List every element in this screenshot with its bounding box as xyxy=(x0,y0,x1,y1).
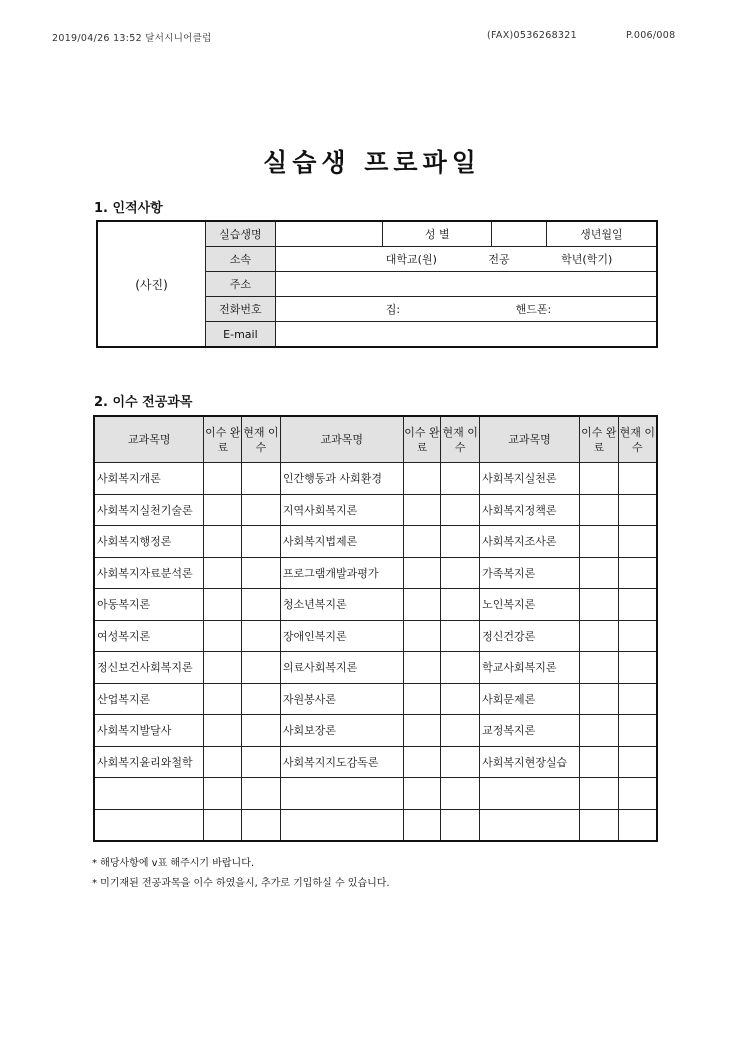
completed-check[interactable] xyxy=(403,683,441,715)
table-row xyxy=(94,746,657,778)
course-name: 자원봉사론 xyxy=(280,683,403,715)
section2-heading: 2. 이수 전공과목 xyxy=(94,395,193,410)
course-name[interactable] xyxy=(94,809,204,841)
completed-check[interactable] xyxy=(579,715,618,747)
table-row xyxy=(94,809,657,841)
phone-field[interactable] xyxy=(275,297,657,322)
course-name: 사회복지행정론 xyxy=(94,526,204,558)
course-name[interactable] xyxy=(94,778,204,810)
course-name: 교정복지론 xyxy=(480,715,580,747)
label-address: 주소 xyxy=(206,272,276,297)
course-name: 사회복지실천기술론 xyxy=(94,494,204,526)
current-check[interactable] xyxy=(242,526,281,558)
completed-check[interactable] xyxy=(204,589,242,621)
label-name: 실습생명 xyxy=(206,221,276,247)
completed-check[interactable] xyxy=(204,652,242,684)
completed-check[interactable] xyxy=(579,746,618,778)
current-check[interactable] xyxy=(618,809,657,841)
header-course-1: 교과목명 xyxy=(94,416,204,463)
completed-check[interactable] xyxy=(579,526,618,558)
university-label: 대학교(원) xyxy=(385,253,437,266)
completed-check[interactable] xyxy=(403,620,441,652)
completed-check[interactable] xyxy=(403,526,441,558)
affiliation-field[interactable] xyxy=(275,247,657,272)
completed-check[interactable] xyxy=(579,652,618,684)
current-check[interactable] xyxy=(618,589,657,621)
course-name: 의료사회복지론 xyxy=(280,652,403,684)
current-check[interactable] xyxy=(441,778,480,810)
major-label: 전공 xyxy=(488,253,510,266)
completed-check[interactable] xyxy=(579,589,618,621)
completed-check[interactable] xyxy=(204,746,242,778)
completed-check[interactable] xyxy=(403,589,441,621)
current-check[interactable] xyxy=(618,557,657,589)
course-name: 사회복지정책론 xyxy=(480,494,580,526)
table-row xyxy=(94,620,657,652)
current-check[interactable] xyxy=(441,463,480,495)
email-field[interactable] xyxy=(275,322,657,348)
personal-info-table xyxy=(96,220,658,348)
note-2: * 미기재된 전공과목을 이수 하였을시, 추가로 기입하실 수 있습니다. xyxy=(92,878,390,889)
table-row xyxy=(94,589,657,621)
completed-check[interactable] xyxy=(403,715,441,747)
label-gender: 성 별 xyxy=(383,221,492,247)
completed-check[interactable] xyxy=(204,715,242,747)
header-course-3: 교과목명 xyxy=(480,416,580,463)
current-check[interactable] xyxy=(618,463,657,495)
current-check[interactable] xyxy=(441,715,480,747)
current-check[interactable] xyxy=(242,494,281,526)
current-check[interactable] xyxy=(242,463,281,495)
completed-check[interactable] xyxy=(403,494,441,526)
table-row xyxy=(94,557,657,589)
current-check[interactable] xyxy=(242,746,281,778)
label-email: E-mail xyxy=(206,322,276,348)
completed-check[interactable] xyxy=(204,809,242,841)
current-check[interactable] xyxy=(242,715,281,747)
course-name: 청소년복지론 xyxy=(280,589,403,621)
current-check[interactable] xyxy=(242,778,281,810)
table-row xyxy=(94,715,657,747)
course-name: 사회복지윤리와철학 xyxy=(94,746,204,778)
fax-page: P.006/008 xyxy=(626,30,676,41)
header-completed-3: 이수 완료 xyxy=(579,416,618,463)
table-row xyxy=(94,463,657,495)
completed-check[interactable] xyxy=(579,683,618,715)
completed-check[interactable] xyxy=(579,463,618,495)
course-name: 여성복지론 xyxy=(94,620,204,652)
current-check[interactable] xyxy=(618,715,657,747)
course-name: 정신보건사회복지론 xyxy=(94,652,204,684)
current-check[interactable] xyxy=(441,809,480,841)
course-name: 인간행동과 사회환경 xyxy=(280,463,403,495)
current-check[interactable] xyxy=(242,557,281,589)
completed-check[interactable] xyxy=(204,620,242,652)
current-check[interactable] xyxy=(618,746,657,778)
course-name[interactable] xyxy=(280,809,403,841)
current-check[interactable] xyxy=(441,557,480,589)
table-row xyxy=(94,778,657,810)
completed-check[interactable] xyxy=(403,463,441,495)
gender-field[interactable] xyxy=(492,221,547,247)
current-check[interactable] xyxy=(441,494,480,526)
table-row xyxy=(94,683,657,715)
course-name: 장애인복지론 xyxy=(280,620,403,652)
label-affiliation: 소속 xyxy=(206,247,276,272)
completed-check[interactable] xyxy=(204,557,242,589)
courses-table xyxy=(93,415,658,842)
course-name: 아동복지론 xyxy=(94,589,204,621)
home-phone-label: 집: xyxy=(385,303,401,316)
current-check[interactable] xyxy=(618,620,657,652)
current-check[interactable] xyxy=(618,494,657,526)
current-check[interactable] xyxy=(242,809,281,841)
course-name[interactable] xyxy=(280,778,403,810)
current-check[interactable] xyxy=(618,683,657,715)
course-name: 사회복지발달사 xyxy=(94,715,204,747)
completed-check[interactable] xyxy=(579,620,618,652)
completed-check[interactable] xyxy=(403,778,441,810)
course-name: 지역사회복지론 xyxy=(280,494,403,526)
label-phone: 전화번호 xyxy=(206,297,276,322)
address-field[interactable] xyxy=(275,272,657,297)
header-current-2: 현재 이수 xyxy=(441,416,480,463)
completed-check[interactable] xyxy=(403,746,441,778)
course-name: 사회복지지도감독론 xyxy=(280,746,403,778)
current-check[interactable] xyxy=(242,589,281,621)
completed-check[interactable] xyxy=(579,557,618,589)
course-name: 사회복지실천론 xyxy=(480,463,580,495)
course-name: 가족복지론 xyxy=(480,557,580,589)
completed-check[interactable] xyxy=(403,557,441,589)
current-check[interactable] xyxy=(441,746,480,778)
course-name[interactable] xyxy=(480,778,580,810)
course-name: 학교사회복지론 xyxy=(480,652,580,684)
header-course-2: 교과목명 xyxy=(280,416,403,463)
completed-check[interactable] xyxy=(579,778,618,810)
course-name: 프로그램개발과평가 xyxy=(280,557,403,589)
completed-check[interactable] xyxy=(403,652,441,684)
course-name: 사회복지조사론 xyxy=(480,526,580,558)
course-name: 사회복지법제론 xyxy=(280,526,403,558)
fax-number: (FAX)0536268321 xyxy=(487,30,577,41)
photo-placeholder: (사진) xyxy=(97,221,206,347)
header-current-1: 현재 이수 xyxy=(242,416,281,463)
table-row xyxy=(94,652,657,684)
completed-check[interactable] xyxy=(204,683,242,715)
current-check[interactable] xyxy=(242,683,281,715)
header-completed-2: 이수 완료 xyxy=(403,416,441,463)
label-birth: 생년월일 xyxy=(546,221,657,247)
course-name: 산업복지론 xyxy=(94,683,204,715)
current-check[interactable] xyxy=(618,526,657,558)
table-row xyxy=(94,494,657,526)
course-name: 사회복지개론 xyxy=(94,463,204,495)
current-check[interactable] xyxy=(242,652,281,684)
course-name[interactable] xyxy=(480,809,580,841)
current-check[interactable] xyxy=(618,778,657,810)
completed-check[interactable] xyxy=(204,778,242,810)
mobile-phone-label: 핸드폰: xyxy=(515,303,552,316)
completed-check[interactable] xyxy=(204,526,242,558)
course-name: 사회복지현장실습 xyxy=(480,746,580,778)
current-check[interactable] xyxy=(441,683,480,715)
note-1: * 해당사항에 v표 해주시기 바랍니다. xyxy=(92,858,255,869)
fax-datetime: 2019/04/26 13:52 달서시니어클럽 xyxy=(52,33,212,44)
completed-check[interactable] xyxy=(204,494,242,526)
header-completed-1: 이수 완료 xyxy=(204,416,242,463)
grade-label: 학년(학기) xyxy=(561,253,613,266)
course-name: 노인복지론 xyxy=(480,589,580,621)
current-check[interactable] xyxy=(242,620,281,652)
course-name: 정신건강론 xyxy=(480,620,580,652)
completed-check[interactable] xyxy=(579,809,618,841)
header-current-3: 현재 이수 xyxy=(618,416,657,463)
completed-check[interactable] xyxy=(579,494,618,526)
course-name: 사회복지자료분석론 xyxy=(94,557,204,589)
current-check[interactable] xyxy=(441,526,480,558)
current-check[interactable] xyxy=(441,652,480,684)
completed-check[interactable] xyxy=(204,463,242,495)
table-row xyxy=(94,526,657,558)
current-check[interactable] xyxy=(618,652,657,684)
current-check[interactable] xyxy=(441,620,480,652)
course-name: 사회문제론 xyxy=(480,683,580,715)
name-field[interactable] xyxy=(275,221,383,247)
completed-check[interactable] xyxy=(403,809,441,841)
course-name: 사회보장론 xyxy=(280,715,403,747)
current-check[interactable] xyxy=(441,589,480,621)
page-title: 실습생 프로파일 xyxy=(263,148,481,177)
section1-heading: 1. 인적사항 xyxy=(94,201,163,216)
